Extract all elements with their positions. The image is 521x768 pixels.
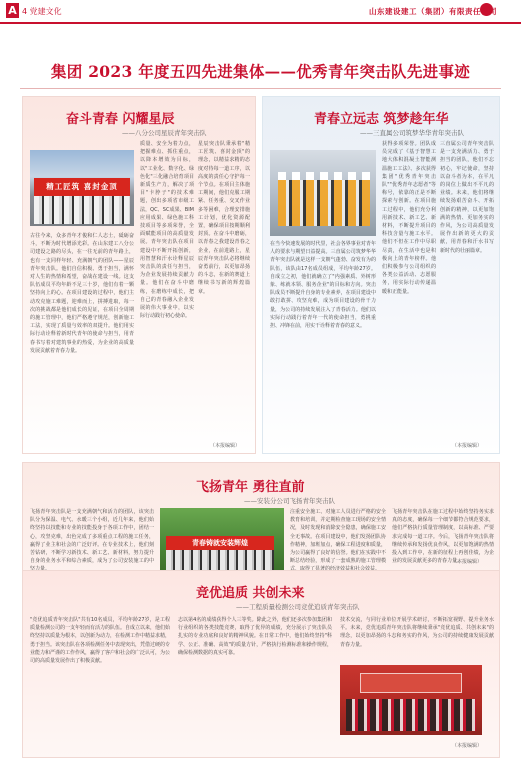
section-label: 4 党建文化 [22, 7, 62, 16]
team-members [278, 180, 370, 226]
article-text-zhimeng-col3: 三直属公司青年突击队是一支充满活力、勇于担当的团队，他们不忘初心，牢记使命，坚持以奋斗者为本，在平凡的岗位上做出不平凡的业绩。未来，他们将继续发扬艰苦奋斗、开拓创新的精神，以更加饱满的热情、更加务实的作风，为公司高质量发展作出新的更大的贡献，用青春和汗水书写新时代的壮丽篇章。 [440, 141, 494, 254]
main-title: 集团 2023 年度五四先进集体——优秀青年突击队先进事迹 [50, 62, 471, 81]
article-text-jingyou-col3: 技术交流，与同行业单位开展学术研讨，不断拓宽视野、提升业务水平。未来，竞优追质青年突击队将继续秉承"竞优追质、共创未来"的理念，以更加昂扬的斗志和务实的作风，为公司的持续健康发展贡献青春力量。 [340, 617, 494, 648]
editor-note-jingyou: （本报编辑） [452, 743, 483, 749]
article-subtitle-bachu: ——八分公司星辰青年突击队 [122, 129, 207, 137]
award-ceremony-photo [340, 665, 482, 735]
page-letter-badge: A [6, 3, 19, 18]
main-title-block [12, 60, 509, 84]
team-photo-feiyang [160, 508, 284, 572]
article-text-feiyang-col3: 飞扬青年突击队在施工过程中始终坚持务实求真的态度，确保每一个细节都符合规范要求，他们严格执行质量管理制度，以高标准、严要求完成每一道工序。今后，飞扬青年突击队将继续传承和发扬优良作风，以更加饱满的热情投入到工作中，在新的征程上再创佳绩，为企业的发展贡献更多的青春力量。 [392, 509, 494, 565]
team-members [34, 196, 130, 224]
article-text-bachu-col2: 质量、安全为着力点，把握难点、抓住重点，以降本增效为目标，以"工业化、数字化、绿色化"三化融合培育项目新质生产力，解决了项目"卡脖子"的技术难题，创出多项省市级工法，QC、SC成果、BIM应用成果、绿色施工科技项目等多项荣誉，全面赋能项目的高质量发展。青年突击队在项目建设中不断开拓创新，用智慧和汗水诠释星辰突击队的责任与担当，为企业发展持续贡献力量。他们在奋斗中磨练，在磨练中成长，把自己的青春融入企业发展的伟大事业中，以实际行动践行初心使命。 [140, 141, 194, 320]
page-header [0, 0, 521, 24]
article-text-jingyou-col2: 志以第4名的成绩获得个人三等奖。除此之外，他们还多次参加集团和行业组织的各类技能竞赛，取得了优异的成绩，充分展示了突击队员扎实的专业功底和良好的精神风貌。在日常工作中，他们始终坚持"科学、公正、准确、高效"的质量方针，严格执行检测标准和操作规程，确保检测数据的真实可靠。 [178, 617, 332, 656]
article-text-feiyang-col1: 飞扬青年突击队是一支充满朝气和活力的团队，该突击队分为保温、电气、水暖三个小组，近几年来，他们始终坚持以技能和专业的技能投身于各项工作中，团结一心，攻坚克难，出色完成了多项重点工程的施工任务，赢得了业主和社会的广泛好评。在专业技术上，他们刻苦钻研，不断学习新技术、新工艺、新材料，努力提升自身的业务水平和综合素质，成为了公司安装施工的中 [30, 509, 154, 565]
awardees [346, 699, 476, 731]
photo-banner-feiyang: 青春铸就安装辉煌 [166, 536, 274, 550]
article-subtitle-feiyang: ——安装分公司飞扬青年突击队 [244, 497, 335, 505]
article-text-feiyang-col2: 注重安全施工、对施工人员进行严格的安全教育和培训，并定期检查施工现场的安全情况，及时发现和消除安全隐患，确保施工安全无事故。在项目建设中，他们发扬团队协作精神，加班加点，确保工程进度和质量，为公司赢得了良好的信誉。他们在实践中不断总结经验，形成了一套成熟的施工管理模 [290, 509, 386, 565]
editor-note-feiyang: （本报编辑） [452, 559, 483, 565]
title-divider [20, 88, 501, 89]
article-text-bachu-col1: 古往今来，众多青年才俊和仁人志士，砥砺奋斗，不断为时代增添光彩。在山东建工八分公司建设之路的尽头，在一往无前的青年路上，也有一支同样年轻、充满朝气的团队——星辰青年突击队。他们自信积极、勇于担当，满怀对人生的热情和希望，奋战在建设一线。这支队伍成员平均年龄不足三十岁，他们有着一颗坚持向上的心。在项目建设的过程中，他们主动攻克施工难题，迎难而上，拼搏进取，每一次的挑战都是他们成长的见证，在项目全周期的施工管理中，他们严格遵守规范，创新施工工法，实现了质量与效率的双提升。他们用实际行动诠释着新时代青年的使命与担当，用青春书写着对建筑事业的热爱，为企业的高质量发展贡献着青春力量。 [30, 233, 134, 354]
article-subtitle-jingyou: ——工程质量检测公司竞优追质青年突击队 [236, 603, 360, 611]
paper-name: 山东建设建工（集团）有限责任公司 [369, 7, 497, 16]
stage-screen [360, 673, 462, 693]
article-text-zhimeng-col2: 获得多项荣誉。团队成员完成了《基于智慧工地大体积混凝土智能测温施工工法》、多次获得集团"优秀青年突击队""优秀青年志愿者"等称号，依靠的正是不断探索与创新。在项目施工过程中，他们充分利用新技术、新工艺、新材料，不断提升项目的科技含量与施工水平。他们不但在工作中尽职尽责，在生活中也是积极向上的青年榜样。他们积极参与公司组织的各类公益活动、志愿服务，用实际行动传递温暖和正能量。 [382, 141, 436, 295]
article-title-bachu: 奋斗青春 闪耀星辰 [66, 112, 175, 127]
photo-banner-bachu: 精工匠筑 喜封金顶 [34, 178, 130, 196]
article-subtitle-zhimeng: ——三直属公司筑梦华华青年突击队 [360, 129, 464, 137]
article-title-zhimeng: 青春立远志 筑梦趁年华 [314, 112, 449, 127]
editor-note-zhimeng: （本报编辑） [452, 443, 483, 449]
article-title-feiyang: 飞扬青年 勇往直前 [196, 480, 305, 495]
editor-note-bachu: （本报编辑） [210, 443, 241, 449]
article-title-jingyou: 竞优追质 共创未来 [196, 586, 305, 601]
article-text-bachu-col3: 星辰突击队秉承着"精工匠筑、喜封金顶"的理念，以精益求精的态度对待每一道工序，以高度的责任心守护每一个节点。在项目主体施工期间，他们克服工期紧、任务重、交叉作业多等困难，合理安排施工计划，优化资源配置，确保项目按期顺利封顶。在奋斗中磨砺，以青春之我建设青春之企业，在前进路上，星辰青年突击队必将继续奋勇前行，以更加昂扬的斗志，在新的赛道上继续书写新的辉煌篇章。 [198, 141, 250, 295]
article-text-zhimeng-col1: 在当今快速发展的时代里，社会各界事业对青年人的要求与期望日益提高。三直属公司筑梦华华青年突击队就是这样一支朝气蓬勃、奋发有为的队伍，该队由17名成员组成，平均年龄27岁。自成立之初，他们就确立了"内强素质、外树形象、练就本领、服务企业"的目标和方向。突击队成员不断提升自身的专业素养，在项目建设中敢打敢拼、攻坚克难，成为项目建设的骨干力量，为公司的持续发展注入了青春活力。他们以实际行动践行着青年一代的使命担当，勇挑重担、冲锋在前，用实干诠释着青春的意义。 [270, 241, 376, 330]
team-photo-zhimeng [270, 150, 376, 236]
article-text-jingyou-col1: "竞优追质青年突击队"共有10名成员，平均年龄27岁，是工程质量检测公司的一支年轻而有活力的队伍。自成立以来，他们始终坚持以质量为根本，以创新为动力，在检测工作中精益求精，勇于担当。该突击队在各项检测任务中表现突出，凭借过硬的专业能力和严谨的工作作风，赢得了客户和社会的广泛认可，为公司的高质量发展作出了积极贡献。 [30, 617, 171, 665]
team-photo-bachu [30, 150, 134, 226]
safety-helmets [278, 172, 370, 180]
